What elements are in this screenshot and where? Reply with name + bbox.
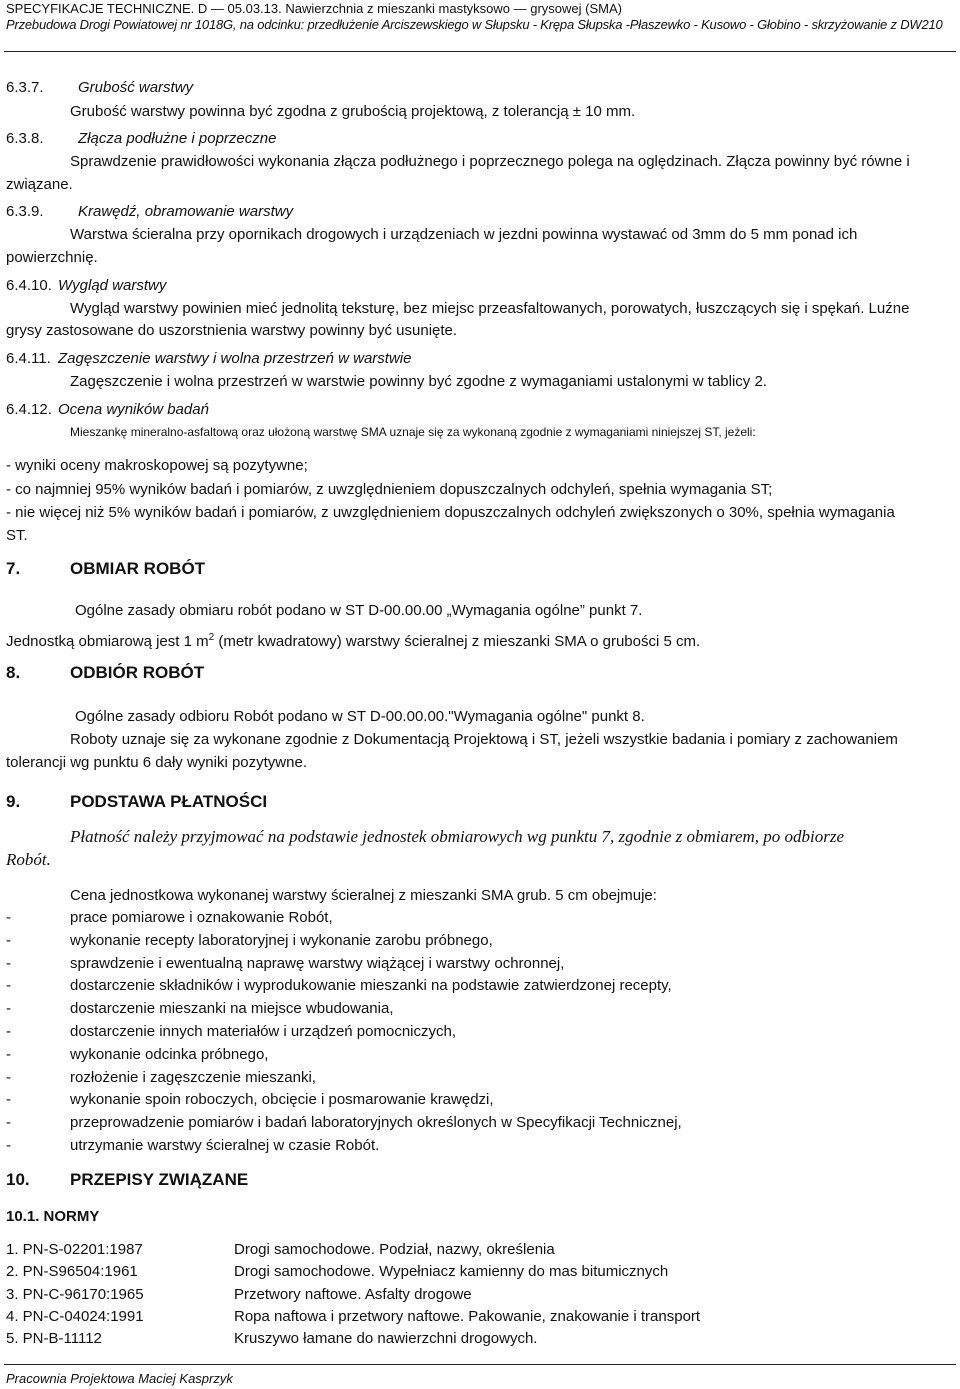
list-dash: - [6,1069,11,1086]
section-number: 6.3.9. [6,203,44,220]
section-title: Złącza podłużne i poprzeczne [78,130,277,147]
section-number: 6.4.12. [6,401,52,418]
section-title: Zagęszczenie warstwy i wolna przestrzeń w warstwie [58,350,412,367]
paragraph: Mieszankę mineralno-asfaltową oraz ułożoną warstwę SMA uznaje się za wykonaną zgodnie z wymaganiami niniejszej ST, jeżeli: [70,425,756,439]
list-item: prace pomiarowe i oznakowanie Robót, [70,909,333,926]
document-footer [4,1364,956,1386]
paragraph: Ogólne zasady odbioru Robót podano w ST D-00.00.00."Wymagania ogólne" punkt 8. [75,708,645,725]
section-title: Wygląd warstwy [58,277,167,294]
paragraph: Ogólne zasady obmiaru robót podano w ST D-00.00.00 „Wymagania ogólne” punkt 7. [75,602,643,619]
list-dash: - [6,909,11,926]
list-item: przeprowadzenie pomiarów i badań laboratoryjnych określonych w Specyfikacji Technicznej, [70,1114,682,1131]
norm-title: Kruszywo łamane do nawierzchni drogowych. [234,1330,538,1347]
list-dash: - [6,1046,11,1063]
list-item: wykonanie spoin roboczych, obcięcie i posmarowanie krawędzi, [70,1091,494,1108]
chapter-number: 8. [6,663,21,682]
header-spec-line: SPECYFIKACJE TECHNICZNE. D — 05.03.13. Nawierzchnia z mieszanki mastyksowo — grysowej (SMA) [6,1,622,16]
list-dash: - [6,1023,11,1040]
list-item: dostarczenie innych materiałów i urządzeń pomocniczych, [70,1023,457,1040]
footer-text: Pracownia Projektowa Maciej Kasprzyk [6,1371,233,1386]
list-dash: - [6,1091,11,1108]
list-item: dostarczenie składników i wyprodukowanie mieszanki na podstawie zatwierdzonej recepty, [70,977,672,994]
list-dash: - [6,1137,11,1154]
chapter-number: 7. [6,559,21,578]
header-divider [4,51,956,52]
list-item: utrzymanie warstwy ścieralnej w czasie Robót. [70,1137,380,1154]
list-item: rozłożenie i zagęszczenie mieszanki, [70,1069,316,1086]
list-item: dostarczenie mieszanki na miejsce wbudowania, [70,1000,394,1017]
section-title: Grubość warstwy [78,79,194,96]
paragraph-continuation: grysy zastosowane do uszorstnienia warstwy powinny być usunięte. [6,322,458,339]
paragraph: Płatność należy przyjmować na podstawie jednostek obmiarowych wg punktu 7, zgodnie z obmiarem, po odbiorze [70,827,845,846]
norm-number: 3. PN-C-96170:1965 [6,1286,144,1303]
chapter-title: PODSTAWA PŁATNOŚCI [70,792,268,811]
list-dash: - [6,1000,11,1017]
norm-number: 5. PN-B-11112 [6,1330,102,1347]
norm-number: 4. PN-C-04024:1991 [6,1308,144,1325]
header-project-line: Przebudowa Drogi Powiatowej nr 1018G, na odcinku: przedłużenie Arciszewskiego w Słupsku - Krępa Słupska -Płaszewko - Kusowo - Głobino - skrzyżowanie z DW210 [6,17,943,32]
chapter-title: OBMIAR ROBÓT [70,559,206,578]
list-item: sprawdzenie i ewentualną naprawę warstwy wiążącej i warstwy ochronnej, [70,955,565,972]
list-dash: - [6,932,11,949]
list-item: wykonanie odcinka próbnego, [70,1046,269,1063]
paragraph: Cena jednostkowa wykonanej warstwy ścieralnej z mieszanki SMA grub. 5 cm obejmuje: [70,887,657,904]
section-title: Ocena wyników badań [58,401,209,418]
paragraph: Sprawdzenie prawidłowości wykonania złącza podłużnego i poprzecznego polega na oględzinach. Złącza powinny być równe i [70,153,910,170]
paragraph: Warstwa ścieralna przy opornikach drogowych i urządzeniach w jezdni powinna wystawać od 3mm do 5 mm ponad ich [70,226,858,243]
norm-title: Przetwory naftowe. Asfalty drogowe [234,1286,472,1303]
paragraph: Grubość warstwy powinna być zgodna z grubością projektową, z tolerancją ± 10 mm. [70,103,636,120]
paragraph-continuation: związane. [6,176,73,193]
paragraph: Jednostką obmiarową jest 1 $m^2$ (metr kwadratowy) warstwy ścieralnej z mieszanki SMA o grubości 5 cm. [6,632,701,650]
norm-number: 2. PN-S96504:1961 [6,1263,138,1280]
section-number: 6.4.11. [6,350,51,367]
list-dash: - [6,977,11,994]
paragraph: Roboty uznaje się za wykonane zgodnie z Dokumentacją Projektową i ST, jeżeli wszystkie badania i pomiary z zachowaniem [70,731,898,748]
list-item: wykonanie recepty laboratoryjnej i wykonanie zarobu próbnego, [70,932,493,949]
paragraph-continuation: tolerancji wg punktu 6 dały wyniki pozytywne. [6,754,307,771]
norm-title: Ropa naftowa i przetwory naftowe. Pakowanie, znakowanie i transport [234,1308,701,1325]
paragraph-continuation: powierzchnię. [6,249,98,266]
list-dash: - [6,1114,11,1131]
norm-title: Drogi samochodowe. Podział, nazwy, określenia [234,1241,555,1258]
chapter-number: 10. [6,1170,30,1189]
section-title: Krawędź, obramowanie warstwy [78,203,294,220]
list-item: - wyniki oceny makroskopowej są pozytywne; [6,457,308,474]
chapter-number: 9. [6,792,21,811]
list-item: - nie więcej niż 5% wyników badań i pomiarów, z uwzględnieniem dopuszczalnych odchyleń zwiększonych o 30%, spełnia wymagania [6,504,895,521]
section-number: 6.3.8. [6,130,44,147]
paragraph-continuation: Robót. [6,850,51,869]
list-item-continuation: ST. [6,527,28,544]
subsection-title: 10.1. NORMY [6,1208,100,1225]
list-dash: - [6,955,11,972]
section-number: 6.4.10. [6,277,52,294]
paragraph: Wygląd warstwy powinien mieć jednolitą teksturę, bez miejsc przeasfaltowanych, porowatych, łuszczących się i spękań. Luźne [70,300,910,317]
chapter-title: ODBIÓR ROBÓT [70,663,205,682]
section-number: 6.3.7. [6,79,44,96]
paragraph: Zagęszczenie i wolna przestrzeń w warstwie powinny być zgodne z wymaganiami ustalonymi w tablicy 2. [70,373,767,390]
list-item: - co najmniej 95% wyników badań i pomiarów, z uwzględnieniem dopuszczalnych odchyleń, spełnia wymagania ST; [6,481,773,498]
chapter-title: PRZEPISY ZWIĄZANE [70,1170,249,1189]
norm-number: 1. PN-S-02201:1987 [6,1241,143,1258]
norm-title: Drogi samochodowe. Wypełniacz kamienny do mas bitumicznych [234,1263,669,1280]
